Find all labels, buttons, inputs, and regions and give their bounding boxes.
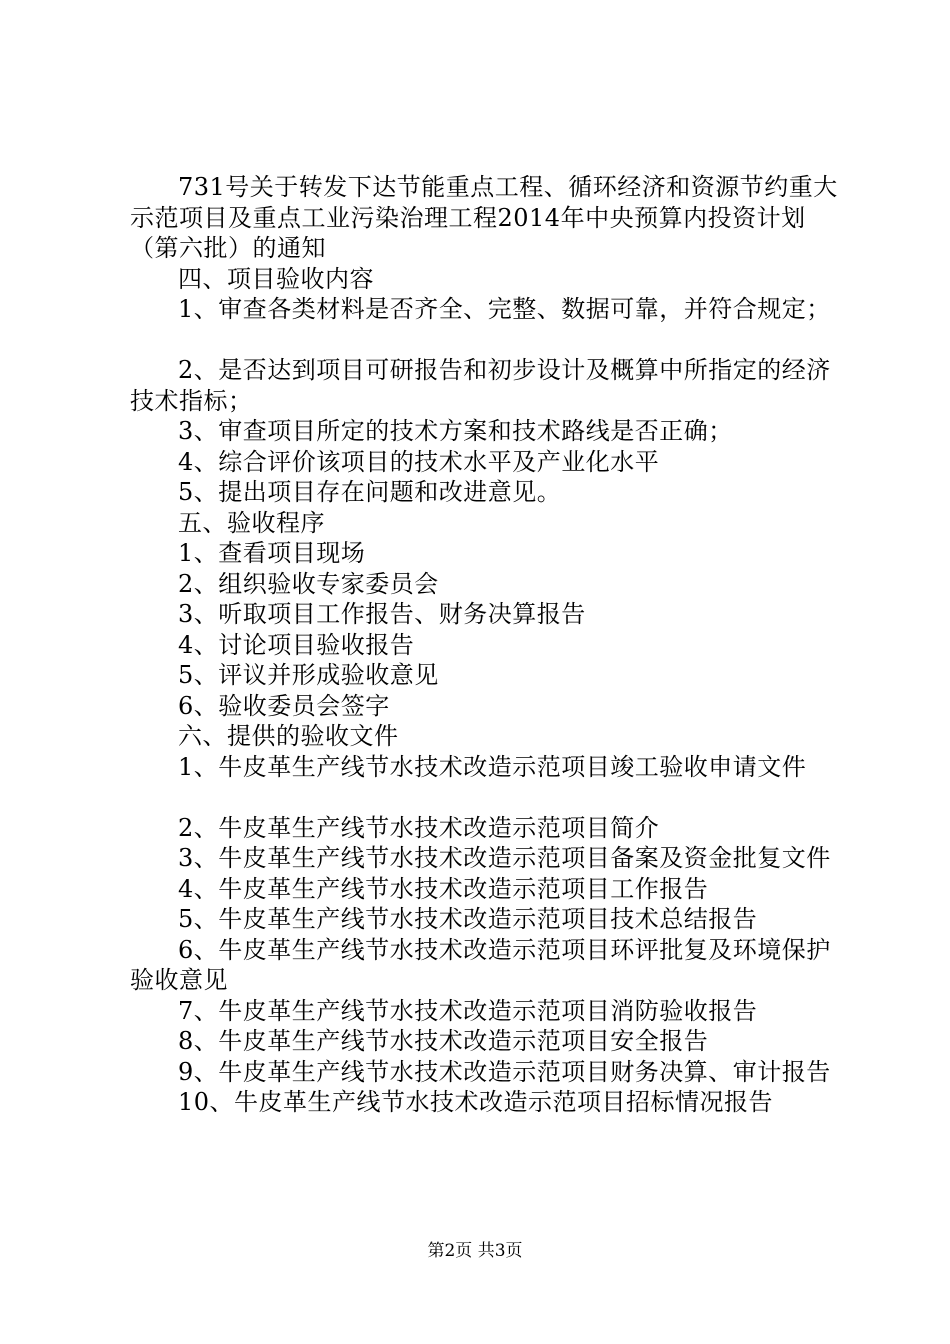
paragraph: 731号关于转发下达节能重点工程、循环经济和资源节约重大示范项目及重点工业污染治理工程2014年中央预算内投资计划（第六批）的通知 (130, 173, 838, 262)
list-item: 2、牛皮革生产线节水技术改造示范项目简介 (178, 813, 660, 842)
list-item: 3、牛皮革生产线节水技术改造示范项目备案及资金批复文件 (178, 844, 831, 872)
list-item: 4、牛皮革生产线节水技术改造示范项目工作报告 (178, 874, 709, 903)
list-item: 6、牛皮革生产线节水技术改造示范项目环评批复及环境保护验收意见 (130, 935, 831, 994)
list-item: 5、评议并形成验收意见 (178, 661, 439, 689)
list-item: 7、牛皮革生产线节水技术改造示范项目消防验收报告 (178, 996, 758, 1025)
section-heading-acceptance-content: 四、项目验收内容 (178, 264, 374, 293)
list-item: 10、牛皮革生产线节水技术改造示范项目招标情况报告 (178, 1088, 774, 1116)
list-item: 9、牛皮革生产线节水技术改造示范项目财务决算、审计报告 (178, 1057, 831, 1086)
list-item: 1、审查各类材料是否齐全、完整、数据可靠，并符合规定； (178, 295, 831, 323)
list-item: 6、验收委员会签字 (178, 691, 390, 720)
list-item: 1、查看项目现场 (178, 539, 366, 567)
section-heading-acceptance-procedure: 五、验收程序 (178, 508, 325, 537)
document-body (130, 172, 842, 1118)
list-item: 2、组织验收专家委员会 (178, 569, 439, 598)
list-item: 3、听取项目工作报告、财务决算报告 (178, 600, 586, 628)
list-item: 5、提出项目存在问题和改进意见。 (178, 478, 562, 506)
list-item: 8、牛皮革生产线节水技术改造示范项目安全报告 (178, 1027, 709, 1055)
list-item: 2、是否达到项目可研报告和初步设计及概算中所指定的经济技术指标； (130, 356, 831, 415)
list-item: 4、讨论项目验收报告 (178, 630, 415, 659)
list-item: 5、牛皮革生产线节水技术改造示范项目技术总结报告 (178, 905, 758, 933)
page-number-footer: 第2页 共3页 (427, 1241, 523, 1261)
list-item: 3、审查项目所定的技术方案和技术路线是否正确； (178, 417, 733, 445)
section-heading-acceptance-documents: 六、提供的验收文件 (178, 722, 399, 750)
list-item: 1、牛皮革生产线节水技术改造示范项目竣工验收申请文件 (178, 752, 807, 781)
list-item: 4、综合评价该项目的技术水平及产业化水平 (178, 447, 660, 476)
